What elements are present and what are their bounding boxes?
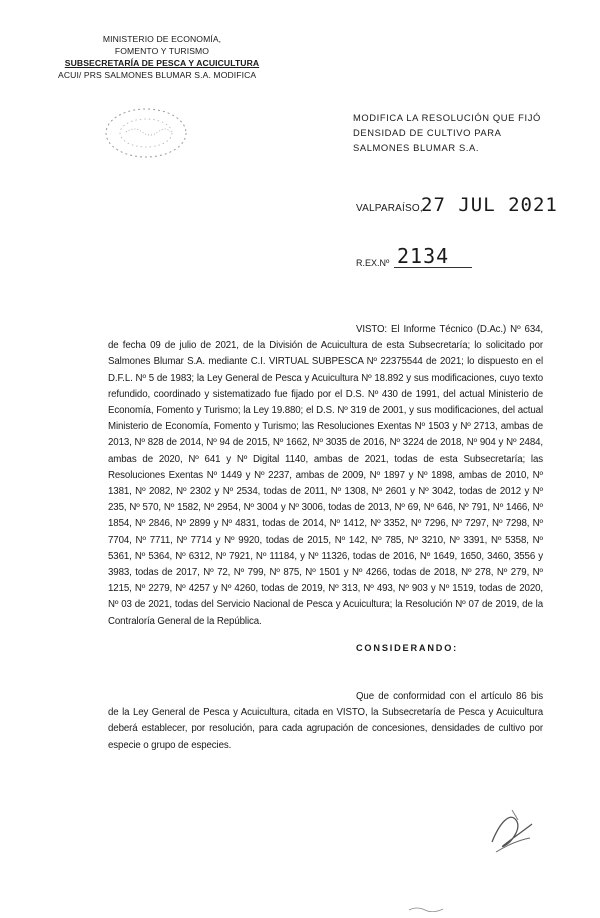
resolution-number-underline [394, 267, 472, 268]
document-subject: MODIFICA LA RESOLUCIÓN QUE FIJÓ DENSIDAD DE CULTIVO PARA SALMONES BLUMAR S.A. [353, 112, 541, 153]
reference-line: ACUI/ PRS SALMONES BLUMAR S.A. MODIFICA [58, 70, 257, 80]
stamped-date: 27 JUL 2021 [421, 194, 558, 216]
place-label: VALPARAÍSO, [356, 203, 423, 214]
subsecretaria-line: SUBSECRETARÍA DE PESCA Y ACUICULTURA [64, 58, 260, 68]
resolution-number: 2134 [397, 244, 450, 268]
footer-mark-icon [408, 906, 444, 912]
ministry-subline: FOMENTO Y TURISMO [114, 46, 210, 56]
official-stamp-icon [96, 102, 196, 164]
considerando-paragraph-1: Que de conformidad con el artículo 86 bis de la Ley General de Pesca y Acuicultura, citada en VISTO, la Subsecretaría de Pesca y Acuicultura deberá establecer, por resolución, para cada agrupación de concesiones, densidades de cultivo por especie o grupo de especies. [108, 691, 543, 751]
visto-paragraph: VISTO: El Informe Técnico (D.Ac.) Nº 634, de fecha 09 de julio de 2021, de la División de Acuicultura de esta Subsecretaría; lo solicitado por Salmones Blumar S.A. mediante C.I. VIRTUAL SUBPESCA Nº 22375544 de 2021; lo dispuesto en el D.F.L. Nº 5 de 1983; la Ley General de Pesca y Acuicultura Nº 18.892 y sus modificaciones, cuyo texto refundido, coordinado y sistematizado fue fijado por el D.S. Nº 430 de 1991, del actual Ministerio de Economía, Fomento y Turismo; la Ley 19.880; el D.S. Nº 319 de 2001, y sus modificaciones, del actual Ministerio de Economía, Fomento y Turismo; las Resoluciones Exentas Nº 1503 y Nº 2713, ambas de 2013, Nº 828 de 2014, Nº 94 de 2015, Nº 1662, Nº 3035 de 2016, Nº 3224 de 2018, Nº 904 y Nº 2484, ambas de 2020, Nº 641 y Nº Digital 1140, ambas de 2021, todas de esta Subsecretaría; las Resoluciones Exentas Nº 1449 y Nº 2237, ambas de 2009, Nº 1897 y Nº 1898, ambas de 2010, Nº 1381, Nº 2082, Nº 2302 y Nº 2534, todas de 2011, Nº 1308, Nº 2601 y Nº 3042, todas de 2012 y Nº 235, Nº 570, Nº 1582, Nº 2954, Nº 3004 y Nº 3006, todas de 2013, Nº 69, Nº 646, Nº 791, Nº 1466, Nº 1854, Nº 2846, Nº 2899 y Nº 4831, todas de 2014, Nº 1412, Nº 3352, Nº 7296, Nº 7297, Nº 7298, Nº 7704, Nº 7711, Nº 7714 y Nº 9920, todas de 2015, Nº 142, Nº 785, Nº 3210, Nº 3391, Nº 5358, Nº 5361, Nº 5364, Nº 6312, Nº 7921, Nº 11184, y Nº 11326, todas de 2016, Nº 1649, 1650, 3460, 3556 y 3983, todas de 2017, Nº 72, Nº 799, Nº 875, Nº 1501 y Nº 4266, todas de 2018, Nº 278, Nº 279, Nº 1215, Nº 2279, Nº 4257 y Nº 4260, todas de 2019, Nº 313, Nº 493, Nº 903 y Nº 1519, todas de 2020, Nº 03 de 2021, todas del Servicio Nacional de Pesca y Acuicultura; la Resolución Nº 07 de 2019, de la Contraloría General de la República. [108, 324, 543, 627]
considerando-heading: CONSIDERANDO: [356, 643, 459, 653]
ministry-line: MINISTERIO DE ECONOMÍA, [102, 34, 222, 44]
resolution-number-label: R.EX.Nº [356, 258, 390, 268]
letterhead [58, 33, 262, 81]
signature-initials-icon [482, 802, 542, 862]
